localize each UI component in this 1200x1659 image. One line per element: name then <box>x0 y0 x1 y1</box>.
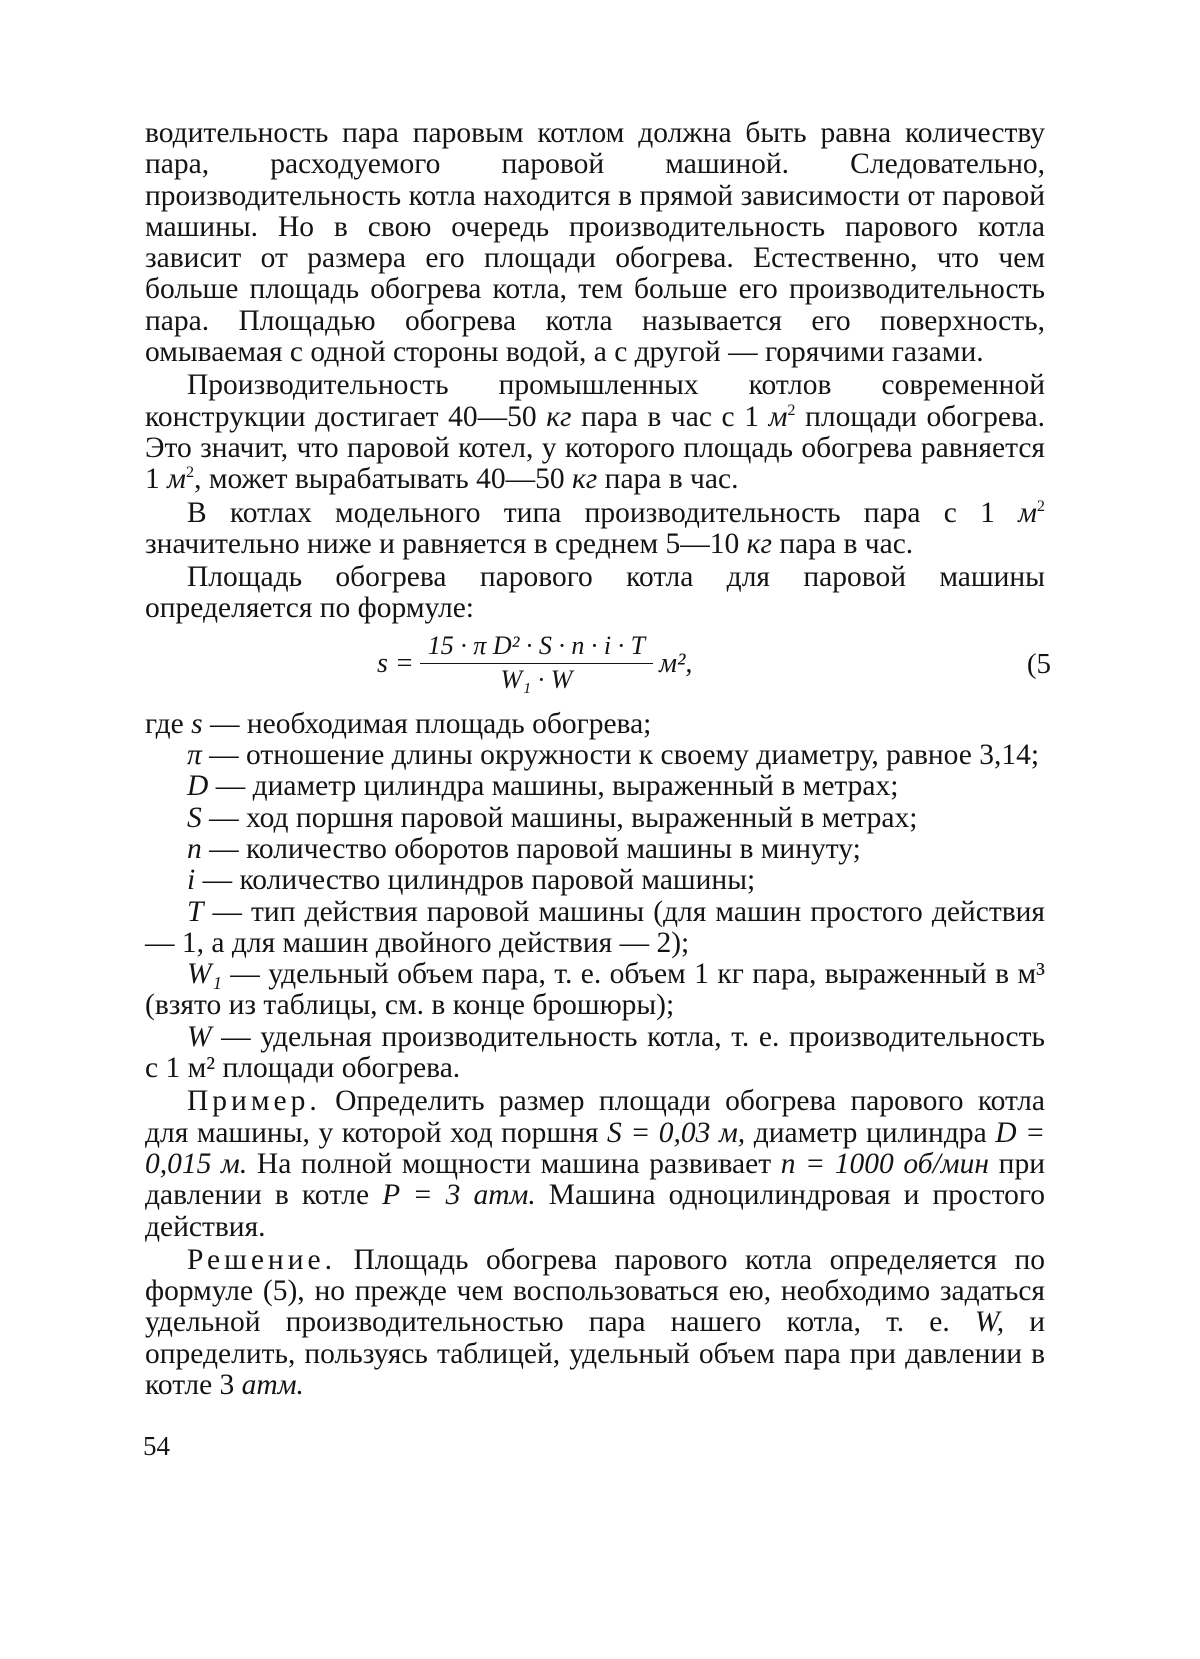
text-run: Машина одноцилиндровая и простого действия. <box>145 1179 1046 1243</box>
example-label: Пример. <box>187 1085 321 1118</box>
definition-text: — удельная производительность котла, т. е. производительность с 1 м² площади обогрева. <box>145 1020 1045 1085</box>
text-run: значительно ниже и равняется в среднем 5—10 <box>145 527 747 560</box>
formula-numerator: 15 · π D² · S · n · i · T <box>427 630 646 660</box>
definition-text: — ход поршня паровой машины, выраженный в метрах; <box>201 801 918 834</box>
text-run: Площадь обогрева парового котла определяется по формуле (5), но прежде чем воспользоваться ею, необходимо задаться удельной производительностью пара нашего котла, т. е. <box>145 1243 1045 1339</box>
text-run: и определить, пользуясь таблицей, удельный объем пара при давлении в котле 3 <box>145 1306 1045 1401</box>
solution-label: Решение. <box>187 1243 336 1276</box>
text-run: площади обогрева. Это значит, что паровой котел, у которого площадь обогрева равняется 1 <box>145 400 1045 496</box>
definition-text: — количество оборотов паровой машины в минуту; <box>201 832 861 865</box>
definition-item <box>145 771 1045 802</box>
page-number: 54 <box>143 1431 170 1461</box>
formula-denominator: W₁ · W <box>500 664 573 694</box>
value-stroke: S = 0,03 м, <box>607 1116 746 1149</box>
definitions-list <box>145 709 1045 1085</box>
definition-symbol: n <box>187 832 202 865</box>
definition-item <box>145 959 1045 1022</box>
formula-number: (5 <box>1026 647 1051 680</box>
definition-symbol: W₁ <box>187 958 222 991</box>
unit-kg: кг <box>746 527 772 560</box>
formula <box>377 631 692 696</box>
definition-symbol: W <box>187 1020 212 1053</box>
formula-block <box>145 627 1051 705</box>
text-run: , может вырабатывать 40—50 <box>194 463 572 496</box>
paragraph-formula-intro: Площадь обогрева парового котла для паровой машины определяется по формуле: <box>145 561 1045 625</box>
text-run: В котлах модельного типа производительность пара с 1 <box>187 496 1019 529</box>
definition-symbol: s <box>191 707 203 740</box>
definition-lead: где <box>145 707 192 740</box>
text-run: Производительность промышленных котлов современной конструкции достигает 40—50 <box>145 369 1045 433</box>
definition-item <box>145 803 1045 834</box>
text-run: пара в час. <box>771 527 914 560</box>
text-run: Определить размер площади обогрева парового котла для машины, у которой ход поршня <box>145 1085 1045 1149</box>
unit-m: м <box>167 463 186 496</box>
definition-text: — количество цилиндров паровой машины; <box>195 864 756 897</box>
definition-text: — отношение длины окружности к своему диаметру, равное 3,14; <box>201 739 1040 772</box>
definition-item <box>145 1022 1045 1085</box>
paragraph-model-boilers: В котлах модельного типа производительность пара с 1 $м^2$ значительно ниже и равняется в среднем 5—10 кг пара в час. <box>145 496 1045 560</box>
definition-item <box>145 740 1045 771</box>
paragraph-example <box>145 1086 1045 1242</box>
symbol-w: W, <box>974 1306 1005 1339</box>
definition-text: — необходимая площадь обогрева; <box>202 707 652 740</box>
definition-symbol: T <box>187 895 204 928</box>
definition-symbol: π <box>187 739 202 772</box>
unit-m: м <box>1018 496 1037 529</box>
unit-kg: кг <box>571 463 598 496</box>
unit-kg: кг <box>546 400 572 433</box>
value-diameter: D = 0,015 м. <box>145 1116 1045 1180</box>
text-run: На полной мощности машина развивает <box>247 1147 781 1180</box>
text-run: пара в час с 1 <box>571 400 769 433</box>
paragraph-solution <box>145 1245 1045 1401</box>
definition-symbol: D <box>187 770 209 803</box>
value-rpm: n = 1000 об/мин <box>780 1147 990 1180</box>
unit-atm: атм. <box>241 1368 304 1401</box>
definition-text: — удельный объем пара, т. е. объем 1 кг пара, выраженный в м³ (взято из таблицы, см. в конце брошюры); <box>145 958 1045 1022</box>
value-pressure: P = 3 атм. <box>382 1179 536 1212</box>
definition-symbol: i <box>187 864 196 897</box>
formula-lhs: s = <box>377 647 414 679</box>
definition-item <box>145 865 1045 896</box>
paragraph-industrial-boilers: Производительность промышленных котлов современной конструкции достигает 40—50 кг пара в час с 1 $м^2$ площади обогрева. Это значит, что паровой котел, у которого площадь обогрева равняется 1 $м^2$, может вырабатывать 40—50 кг пара в час. <box>145 369 1045 496</box>
definition-item <box>145 897 1045 960</box>
text-run: диаметр цилиндра <box>745 1116 996 1149</box>
definition-item <box>145 834 1045 865</box>
definition-text: — тип действия паровой машины (для машин простого действия — 1, а для машин двойного действия — 2); <box>145 895 1045 959</box>
definition-symbol: S <box>187 801 202 834</box>
page-text <box>145 117 1051 1401</box>
paragraph-intro: водительность пара паровым котлом должна быть равна количеству пара, расходуемого паровой машиной. Следовательно, производительность котла находится в прямой зависимости от паровой машины. Но в свою очередь производительность парового котла зависит от размера его площади обогрева. Естественно, что чем больше площадь обогрева котла, тем больше его производительность пара. Площадью обогрева котла называется его поверхность, омываемая с одной стороны водой, а с другой — горячими газами. <box>145 117 1045 369</box>
text-run: пара в час. <box>597 463 739 496</box>
definition-item <box>145 709 1045 740</box>
definition-text: — диаметр цилиндра машины, выраженный в метрах; <box>208 770 899 803</box>
formula-fraction <box>420 631 653 696</box>
formula-unit: м², <box>659 647 693 679</box>
text-run: при давлении в котле <box>145 1147 1046 1212</box>
unit-m: м <box>768 400 788 433</box>
